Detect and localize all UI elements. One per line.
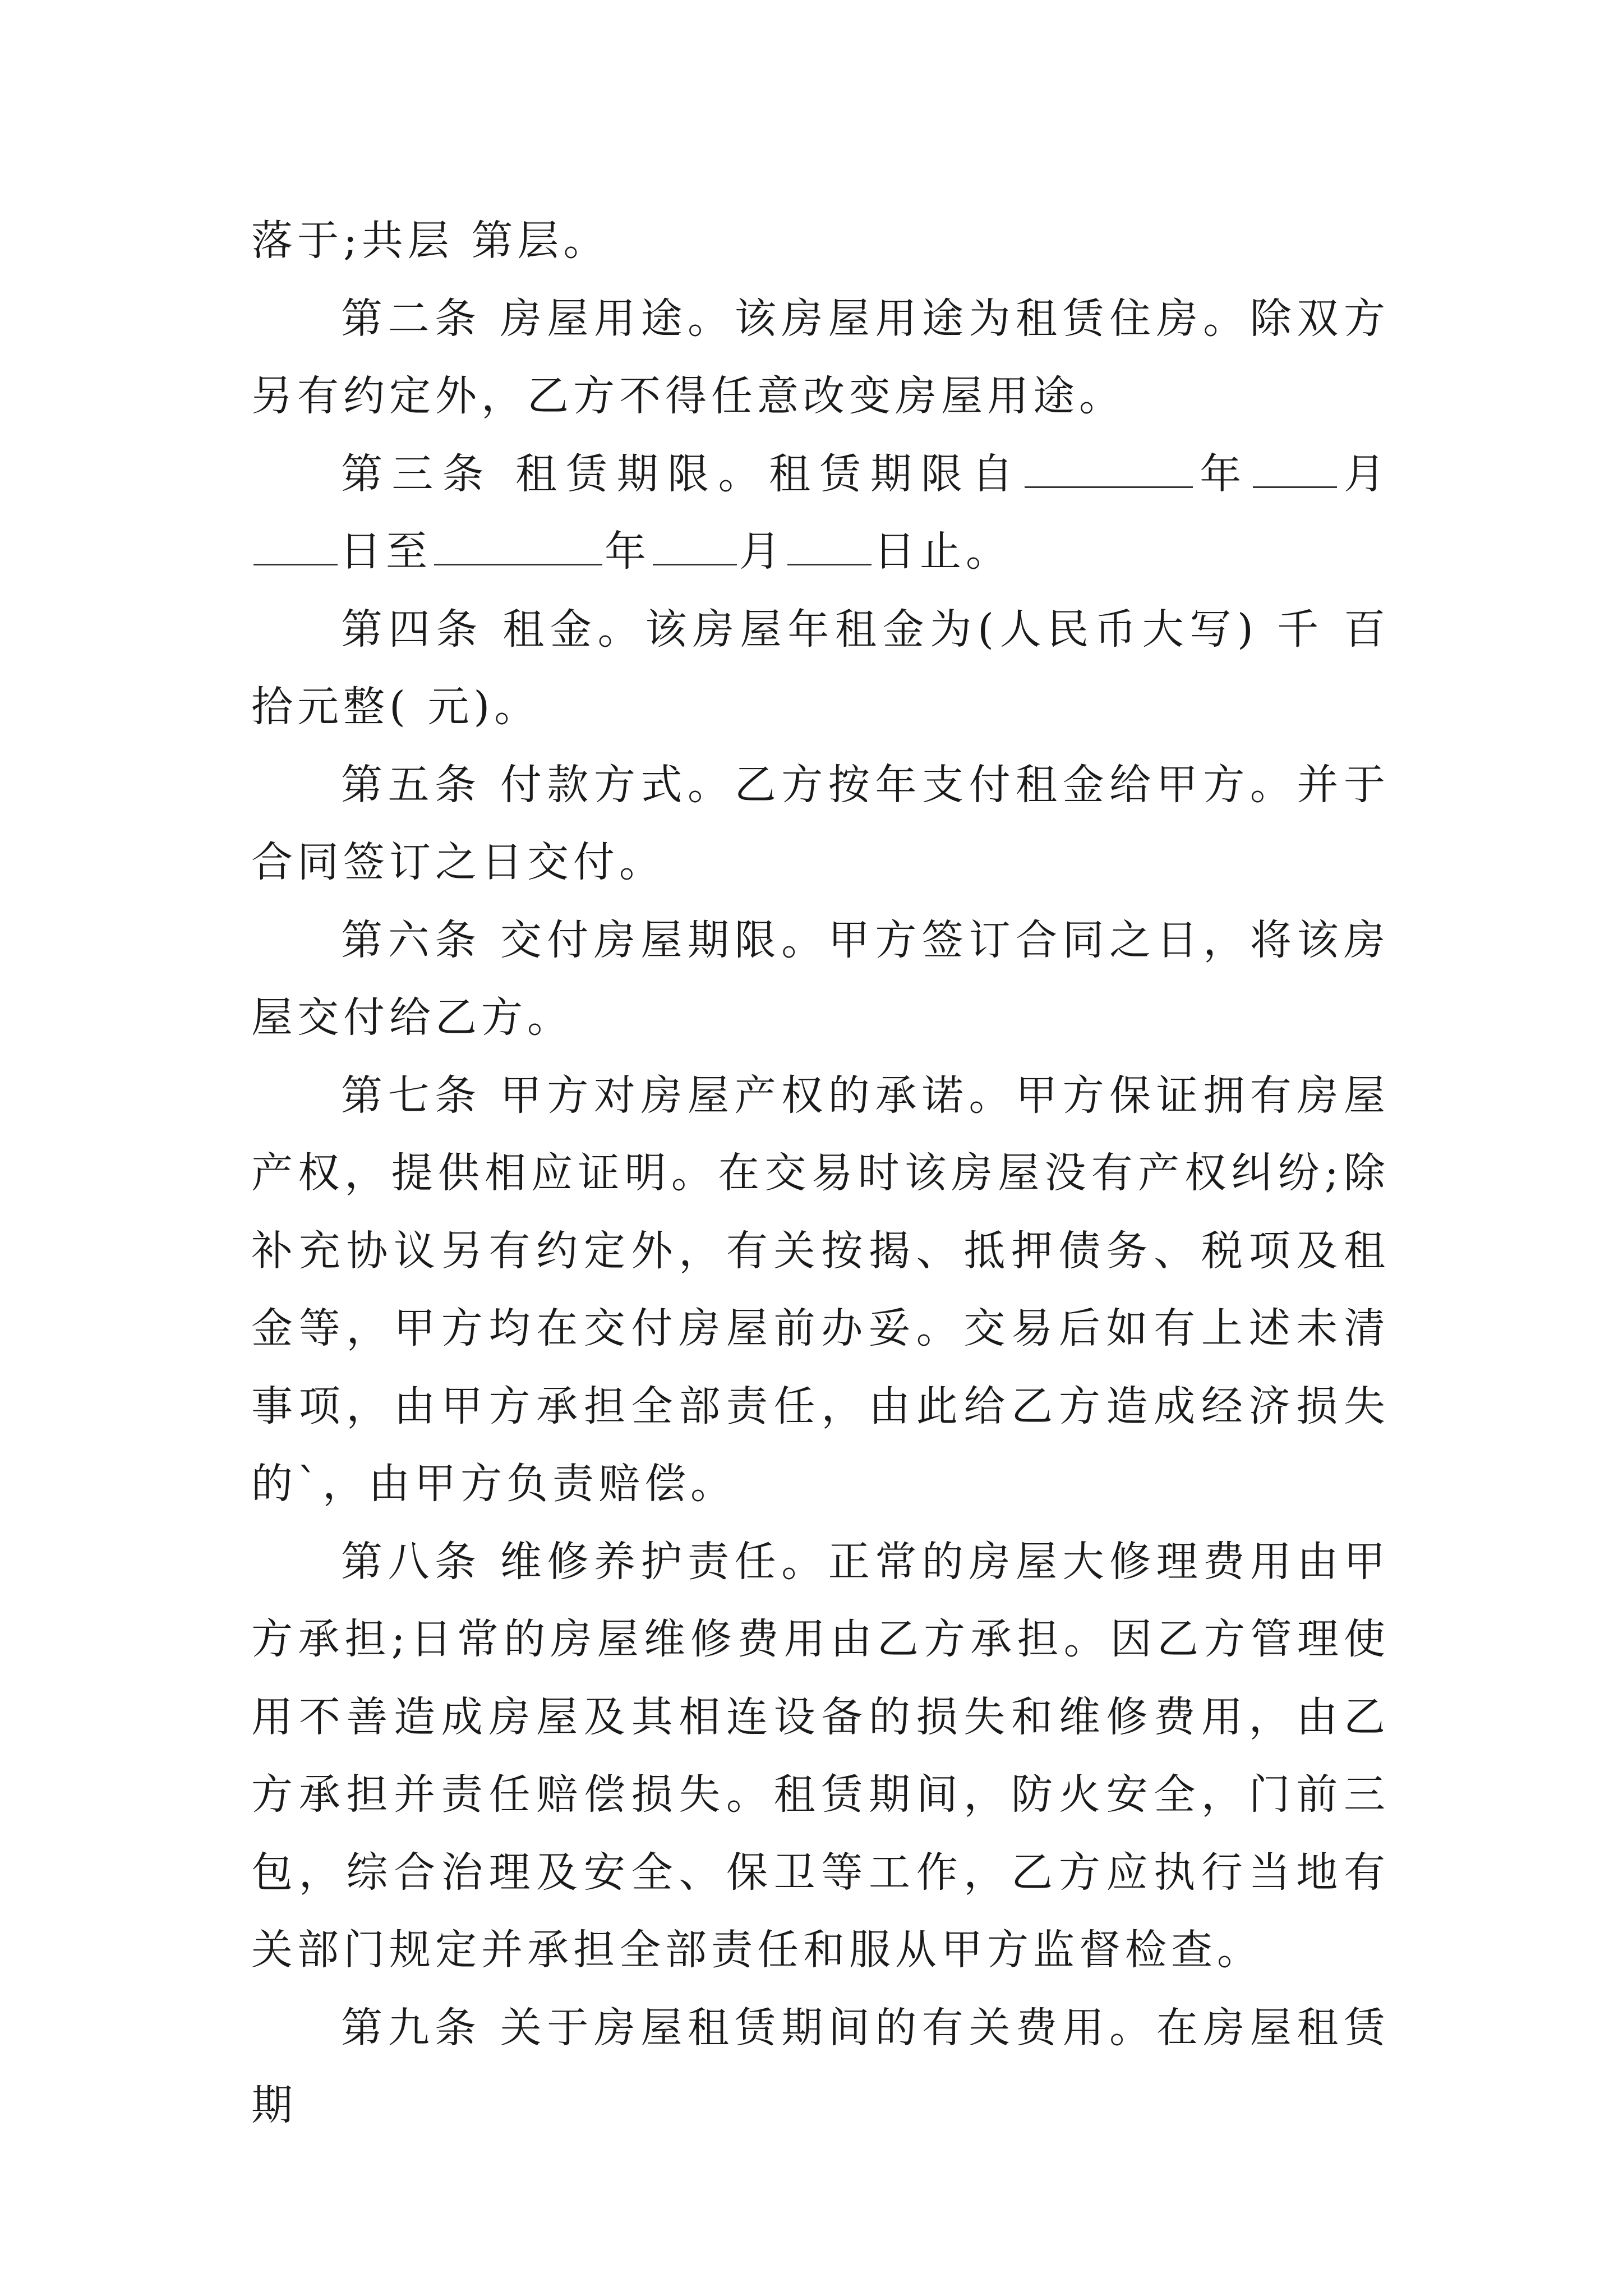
start-year-label: 年 <box>1195 449 1251 498</box>
end-day-blank <box>787 563 872 565</box>
end-day-label: 日止。 <box>874 527 1012 576</box>
paragraph-article-7-property-rights: 第七条 甲方对房屋产权的承诺。甲方保证拥有房屋产权，提供相应证明。在交易时该房屋没有产权纠纷;除补充协议另有约定外，有关按揭、抵押债务、税项及租金等，甲方均在交付房屋前办妥。交易后如有上述未清事项，由甲方承担全部责任，由此给乙方造成经济损失的`，由甲方负责赔偿。 <box>251 1071 1390 1508</box>
end-year-label: 年 <box>605 527 651 576</box>
paragraph-article-4-rent: 第四条 租金。该房屋年租金为(人民币大写) 千 百 拾元整( 元)。 <box>251 605 1390 731</box>
paragraph-article-5-payment: 第五条 付款方式。乙方按年支付租金给甲方。并于合同签订之日交付。 <box>251 760 1390 886</box>
start-month-blank <box>1253 486 1337 488</box>
paragraph-article-3-term <box>251 435 1390 591</box>
start-year-blank <box>1025 486 1193 488</box>
paragraph-article-2-usage: 第二条 房屋用途。该房屋用途为租赁住房。除双方另有约定外，乙方不得任意改变房屋用途。 <box>251 294 1390 420</box>
start-day-blank <box>253 563 338 565</box>
contract-body <box>251 202 1390 2145</box>
end-year-blank <box>434 563 602 565</box>
paragraph-article-8-maintenance: 第八条 维修养护责任。正常的房屋大修理费用由甲方承担;日常的房屋维修费用由乙方承担。因乙方管理使用不善造成房屋及其相连设备的损失和维修费用，由乙方承担并责任赔偿损失。租赁期间，防火安全，门前三包，综合治理及安全、保卫等工作，乙方应执行当地有关部门规定并承担全部责任和服从甲方监督检查。 <box>251 1537 1390 1974</box>
start-month-label: 月 <box>1339 449 1390 498</box>
paragraph-article-9-fees: 第九条 关于房屋租赁期间的有关费用。在房屋租赁期 <box>251 2003 1390 2129</box>
end-month-label: 月 <box>739 527 785 576</box>
article-3-lead-text: 第三条 租赁期限。租赁期限自 <box>341 449 1022 498</box>
paragraph-article-6-delivery: 第六条 交付房屋期限。甲方签订合同之日，将该房屋交付给乙方。 <box>251 915 1390 1042</box>
start-day-label: 日至 <box>340 527 432 576</box>
end-month-blank <box>653 563 737 565</box>
paragraph-floor-location: 落于;共层 第层。 <box>251 217 610 265</box>
